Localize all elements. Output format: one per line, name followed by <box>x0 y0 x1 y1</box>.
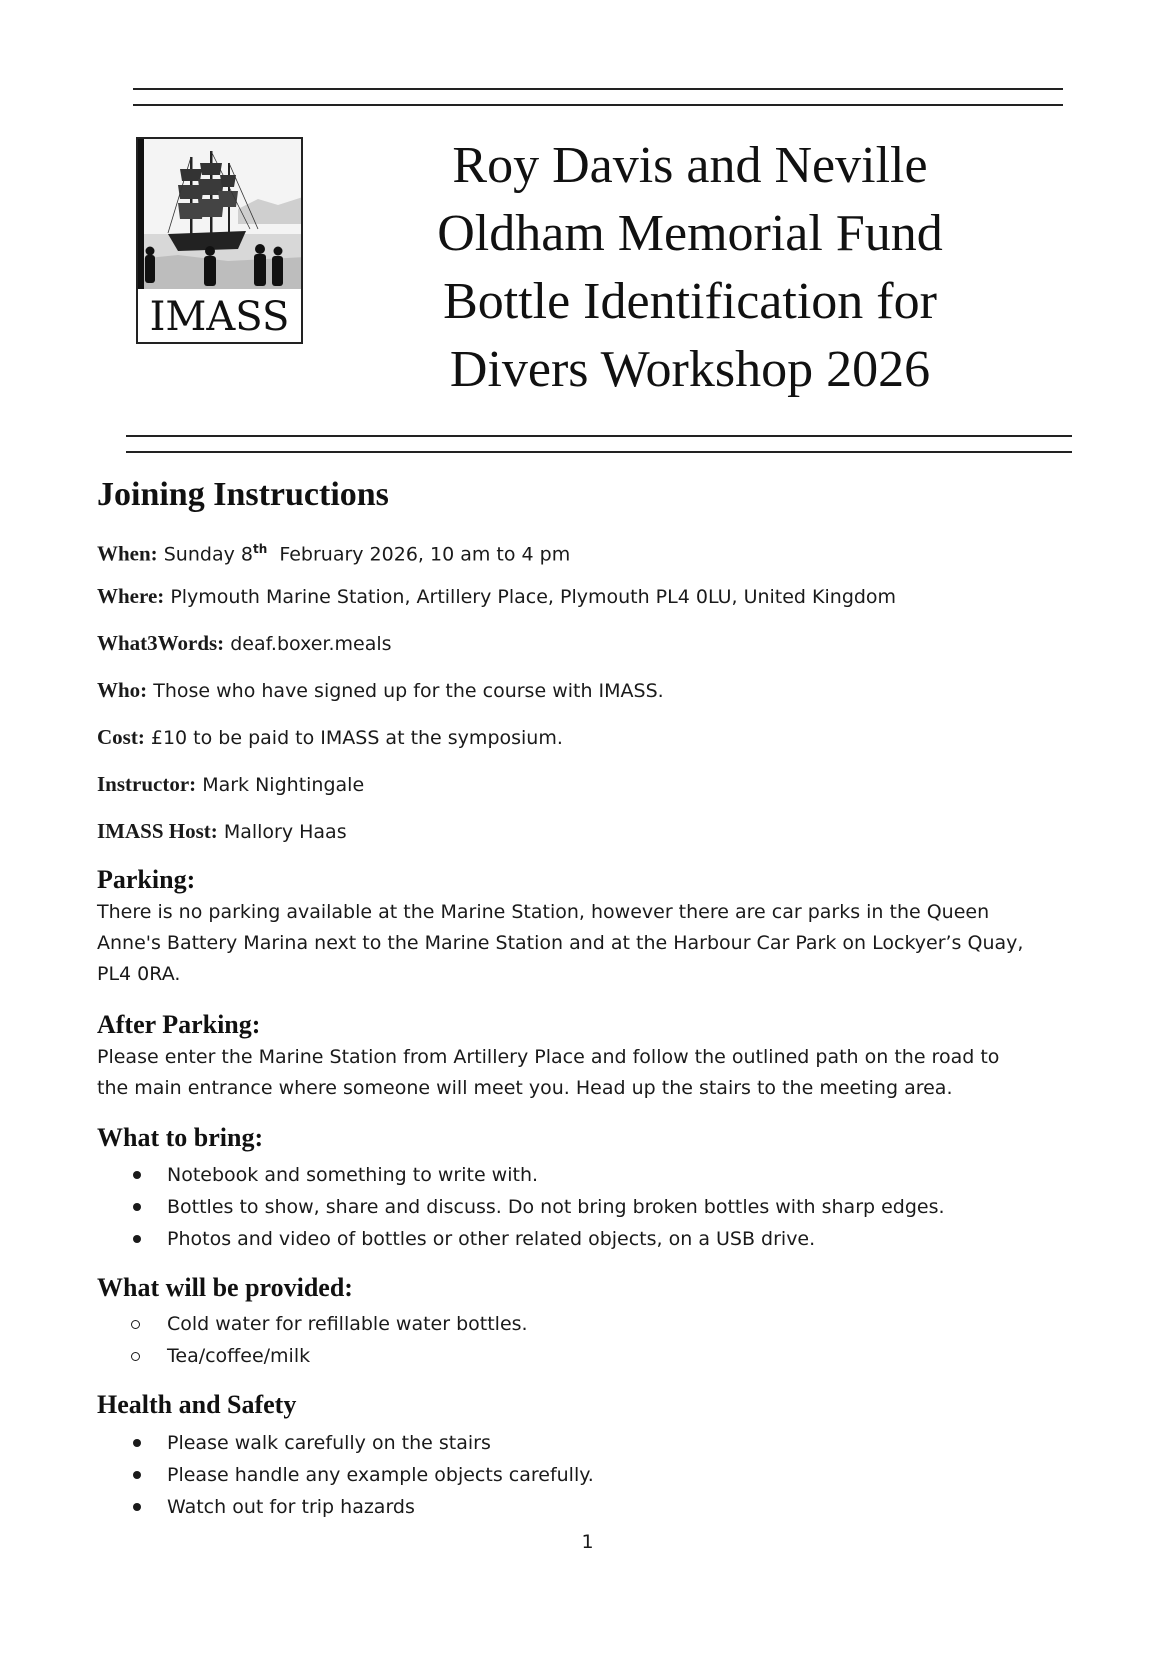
cost-label: Cost: <box>97 725 145 749</box>
paragraph-line: the main entrance where someone will meet you. Head up the stairs to the meeting area. <box>97 1077 953 1099</box>
when-label: When: <box>97 541 158 566</box>
bullet-icon <box>133 1471 141 1479</box>
when-value-post: February 2026, 10 am to 4 pm <box>267 543 571 566</box>
imass-logo <box>136 137 303 344</box>
paragraph-line: Anne's Battery Marina next to the Marine Station and at the Harbour Car Park on Lockyer’s Quay, <box>97 932 1024 954</box>
page-number: 1 <box>581 1531 594 1553</box>
who-value: Those who have signed up for the course with IMASS. <box>153 680 664 702</box>
circle-bullet-icon <box>131 1320 140 1329</box>
when-value-pre: Sunday 8 <box>163 543 253 566</box>
list-item: Please handle any example objects carefully. <box>167 1464 594 1486</box>
title-line: Divers Workshop 2026 <box>449 341 931 398</box>
header-rule-top-2 <box>133 104 1063 106</box>
paragraph-line: PL4 0RA. <box>97 963 181 985</box>
list-item: Tea/coffee/milk <box>167 1345 311 1367</box>
logo-text: IMASS <box>149 294 290 340</box>
title-line: Roy Davis and Neville <box>452 137 928 194</box>
paragraph-line: There is no parking available at the Marine Station, however there are car parks in the Queen <box>97 901 990 923</box>
header-rule-bottom-1 <box>126 435 1072 437</box>
parking-paragraph <box>97 897 1057 990</box>
info-where <box>97 584 896 609</box>
title-line: Oldham Memorial Fund <box>437 205 943 262</box>
paragraph-line: Please enter the Marine Station from Artillery Place and follow the outlined path on the road to <box>97 1046 1000 1068</box>
health-and-safety-heading: Health and Safety <box>97 1390 297 1419</box>
list-item: Cold water for refillable water bottles. <box>167 1313 528 1335</box>
ship-scene-illustration <box>138 139 303 289</box>
parking-heading: Parking: <box>97 865 196 894</box>
info-what3words <box>97 631 392 656</box>
list-item: Please walk carefully on the stairs <box>167 1432 491 1454</box>
after-parking-paragraph <box>97 1042 1057 1104</box>
what3words-value: deaf.boxer.meals <box>230 633 392 655</box>
list-item: Watch out for trip hazards <box>167 1496 415 1518</box>
what-will-be-provided-heading: What will be provided: <box>97 1273 353 1302</box>
bullet-icon <box>133 1439 141 1447</box>
instructor-value: Mark Nightingale <box>202 774 365 796</box>
bullet-icon <box>133 1171 141 1179</box>
when-value-sup: th <box>252 542 268 556</box>
title-line: Bottle Identification for <box>443 273 937 330</box>
list-item: Notebook and something to write with. <box>167 1164 539 1186</box>
list-item: Photos and video of bottles or other related objects, on a USB drive. <box>167 1228 816 1250</box>
bullet-icon <box>133 1235 141 1243</box>
header-rule-bottom-2 <box>126 451 1072 453</box>
info-cost <box>97 725 563 750</box>
info-when <box>97 537 570 566</box>
cost-value: £10 to be paid to IMASS at the symposium. <box>150 727 563 749</box>
where-label: Where: <box>97 584 165 608</box>
who-label: Who: <box>97 678 148 702</box>
bullet-icon <box>133 1203 141 1211</box>
info-host <box>97 819 347 844</box>
host-label: IMASS Host: <box>97 819 218 843</box>
where-value: Plymouth Marine Station, Artillery Place, Plymouth PL4 0LU, United Kingdom <box>170 586 897 608</box>
host-value: Mallory Haas <box>223 821 347 843</box>
what-to-bring-heading: What to bring: <box>97 1123 264 1152</box>
joining-instructions-heading: Joining Instructions <box>97 476 389 513</box>
info-who <box>97 678 664 703</box>
what3words-label: What3Words: <box>97 631 225 655</box>
after-parking-heading: After Parking: <box>97 1010 261 1039</box>
circle-bullet-icon <box>131 1352 140 1361</box>
header-rule-top-1 <box>133 88 1063 90</box>
instructor-label: Instructor: <box>97 772 197 796</box>
list-item: Bottles to show, share and discuss. Do not bring broken bottles with sharp edges. <box>167 1196 945 1218</box>
bullet-icon <box>133 1503 141 1511</box>
document-title <box>360 132 1020 404</box>
info-instructor <box>97 772 364 797</box>
